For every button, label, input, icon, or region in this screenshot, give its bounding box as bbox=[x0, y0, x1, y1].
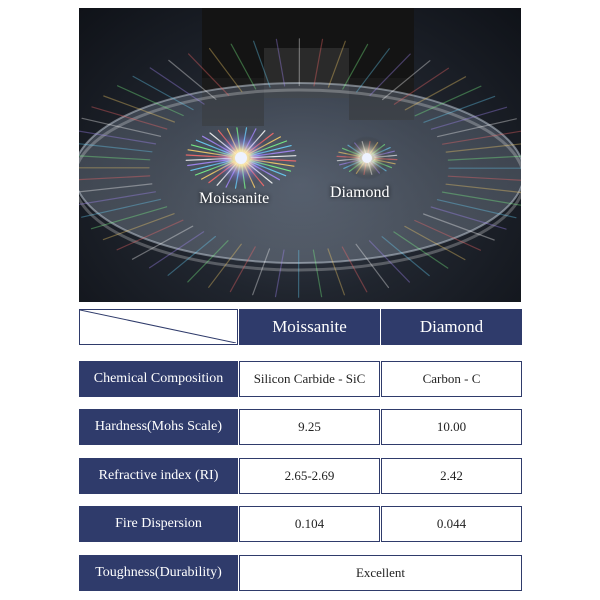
row-label-hardness: Hardness(Mohs Scale) bbox=[79, 409, 238, 445]
row-label-composition: Chemical Composition bbox=[79, 361, 238, 397]
cell-toughness-shared: Excellent bbox=[239, 555, 522, 591]
row-label-refractive-index: Refractive index (RI) bbox=[79, 458, 238, 494]
column-header-moissanite: Moissanite bbox=[239, 309, 380, 345]
cell-ri-moissanite: 2.65-2.69 bbox=[239, 458, 380, 494]
photo-illustration bbox=[79, 8, 521, 302]
cell-ri-diamond: 2.42 bbox=[381, 458, 522, 494]
moissanite-photo-label: Moissanite bbox=[199, 190, 270, 207]
column-header-diamond: Diamond bbox=[381, 309, 522, 345]
cell-hardness-diamond: 10.00 bbox=[381, 409, 522, 445]
cell-composition-diamond: Carbon - C bbox=[381, 361, 522, 397]
acrylic-disc bbox=[79, 83, 521, 263]
cell-dispersion-moissanite: 0.104 bbox=[239, 506, 380, 542]
comparison-photo bbox=[79, 8, 521, 302]
corner-diagonal bbox=[80, 310, 236, 343]
table-corner-cell bbox=[79, 309, 238, 345]
diamond-photo-label: Diamond bbox=[330, 184, 390, 201]
cell-hardness-moissanite: 9.25 bbox=[239, 409, 380, 445]
row-label-fire-dispersion: Fire Dispersion bbox=[79, 506, 238, 542]
row-label-toughness: Toughness(Durability) bbox=[79, 555, 238, 591]
cell-composition-moissanite: Silicon Carbide - SiC bbox=[239, 361, 380, 397]
cell-dispersion-diamond: 0.044 bbox=[381, 506, 522, 542]
